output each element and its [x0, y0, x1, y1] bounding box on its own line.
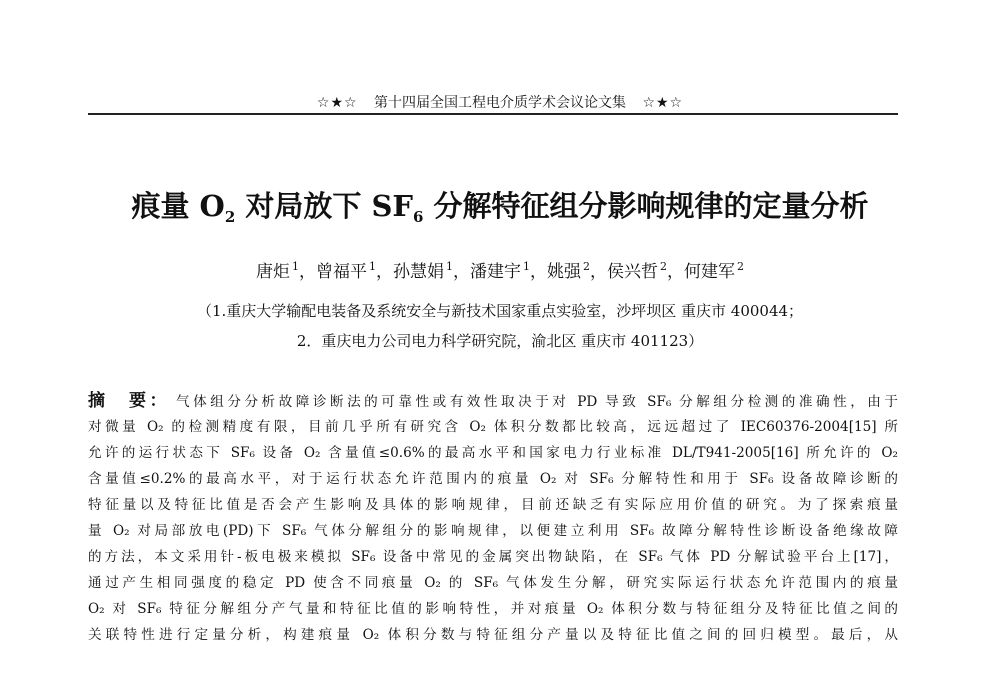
title-part: 对局放下 SF	[235, 189, 413, 223]
author-name: 孙慧娟	[393, 262, 444, 282]
author-separator: ，	[667, 262, 684, 282]
abstract-line: 对微量 O₂ 的检测精度有限，目前几乎所有研究含 O₂ 体积分数都比较高，远远超过了 IEC60376-2004[15] 所	[88, 419, 898, 435]
title-subscript: 6	[412, 208, 424, 226]
author-affiliation: 1	[446, 260, 453, 273]
author-name: 侯兴哲	[607, 262, 658, 282]
header-rule	[88, 113, 898, 115]
abstract-line: 通过产生相同强度的稳定 PD 使含不同痕量 O₂ 的 SF₆ 气体发生分解，研究实际运行状态允许范围内的痕量	[88, 575, 898, 591]
running-header	[0, 92, 1000, 112]
author-separator: ，	[530, 262, 547, 282]
abstract-line-text: 气体组分分析故障诊断法的可靠性或有效性取决于对 PD 导致 SF₆ 分解组分检测的准确性，由于	[176, 394, 898, 410]
abstract-line: O₂ 对 SF₆ 特征分解组分产气量和特征比值的影响特性，并对痕量 O₂ 体积分数与特征组分及特征比值之间的	[88, 601, 898, 617]
abstract-line: 含量值≤0.2%的最高水平，对于运行状态允许范围内的痕量 O₂ 对 SF₆ 分解特性和用于 SF₆ 设备故障诊断的	[88, 471, 898, 487]
author-affiliation: 1	[523, 260, 530, 273]
abstract-line: 特征量以及特征比值是否会产生影响及具体的影响规律，目前还缺乏有实际应用价值的研究。为了探索痕量	[88, 497, 898, 513]
author-list	[0, 257, 1000, 282]
affiliation-2: 2．重庆电力公司电力科学研究院，渝北区 重庆市 401123）	[296, 332, 704, 350]
author-separator: ，	[453, 262, 470, 282]
abstract-label: 摘 要：	[88, 391, 171, 411]
author-affiliation: 1	[369, 260, 376, 273]
title-part: 分解特征组分影响规律的定量分析	[423, 189, 869, 223]
author-name: 唐炬	[256, 262, 290, 282]
abstract-line: 量 O₂ 对局部放电(PD)下 SF₆ 气体分解组分的影响规律，以便建立利用 SF₆ 故障分解特性诊断设备绝缘故障	[88, 523, 898, 539]
header-stars-right: ☆★☆	[642, 95, 684, 111]
abstract-line: 的方法，本文采用针-板电极来模拟 SF₆ 设备中常见的金属突出物缺陷，在 SF₆ 气体 PD 分解试验平台上[17]，	[88, 549, 898, 565]
affiliation-1: （1.重庆大学输配电装备及系统安全与新技术国家重点实验室，沙坪坝区 重庆市 400044；	[196, 302, 804, 320]
abstract-line: 关联特性进行定量分析，构建痕量 O₂ 体积分数与特征组分产量以及特征比值之间的回归模型。最后，从	[88, 627, 898, 643]
author-name: 何建军	[684, 262, 735, 282]
header-stars-left: ☆★☆	[316, 95, 358, 111]
author-name: 姚强	[547, 262, 581, 282]
author-name: 曾福平	[316, 262, 367, 282]
author-affiliation: 2	[737, 260, 744, 273]
abstract-line	[88, 388, 898, 414]
author-separator: ，	[376, 262, 393, 282]
author-affiliation: 1	[292, 260, 299, 273]
paper-title	[0, 184, 1000, 226]
header-title: 第十四届全国工程电介质学术会议论文集	[374, 95, 626, 111]
author-separator: ，	[299, 262, 316, 282]
title-subscript: 2	[224, 208, 236, 226]
abstract-line: 允许的运行状态下 SF₆ 设备 O₂ 含量值≤0.6%的最高水平和国家电力行业标准 DL/T941-2005[16] 所允许的 O₂	[88, 445, 898, 461]
title-part: 痕量 O	[131, 189, 225, 223]
author-affiliation: 2	[660, 260, 667, 273]
author-affiliation: 2	[583, 260, 590, 273]
author-separator: ，	[590, 262, 607, 282]
author-name: 潘建宇	[470, 262, 521, 282]
